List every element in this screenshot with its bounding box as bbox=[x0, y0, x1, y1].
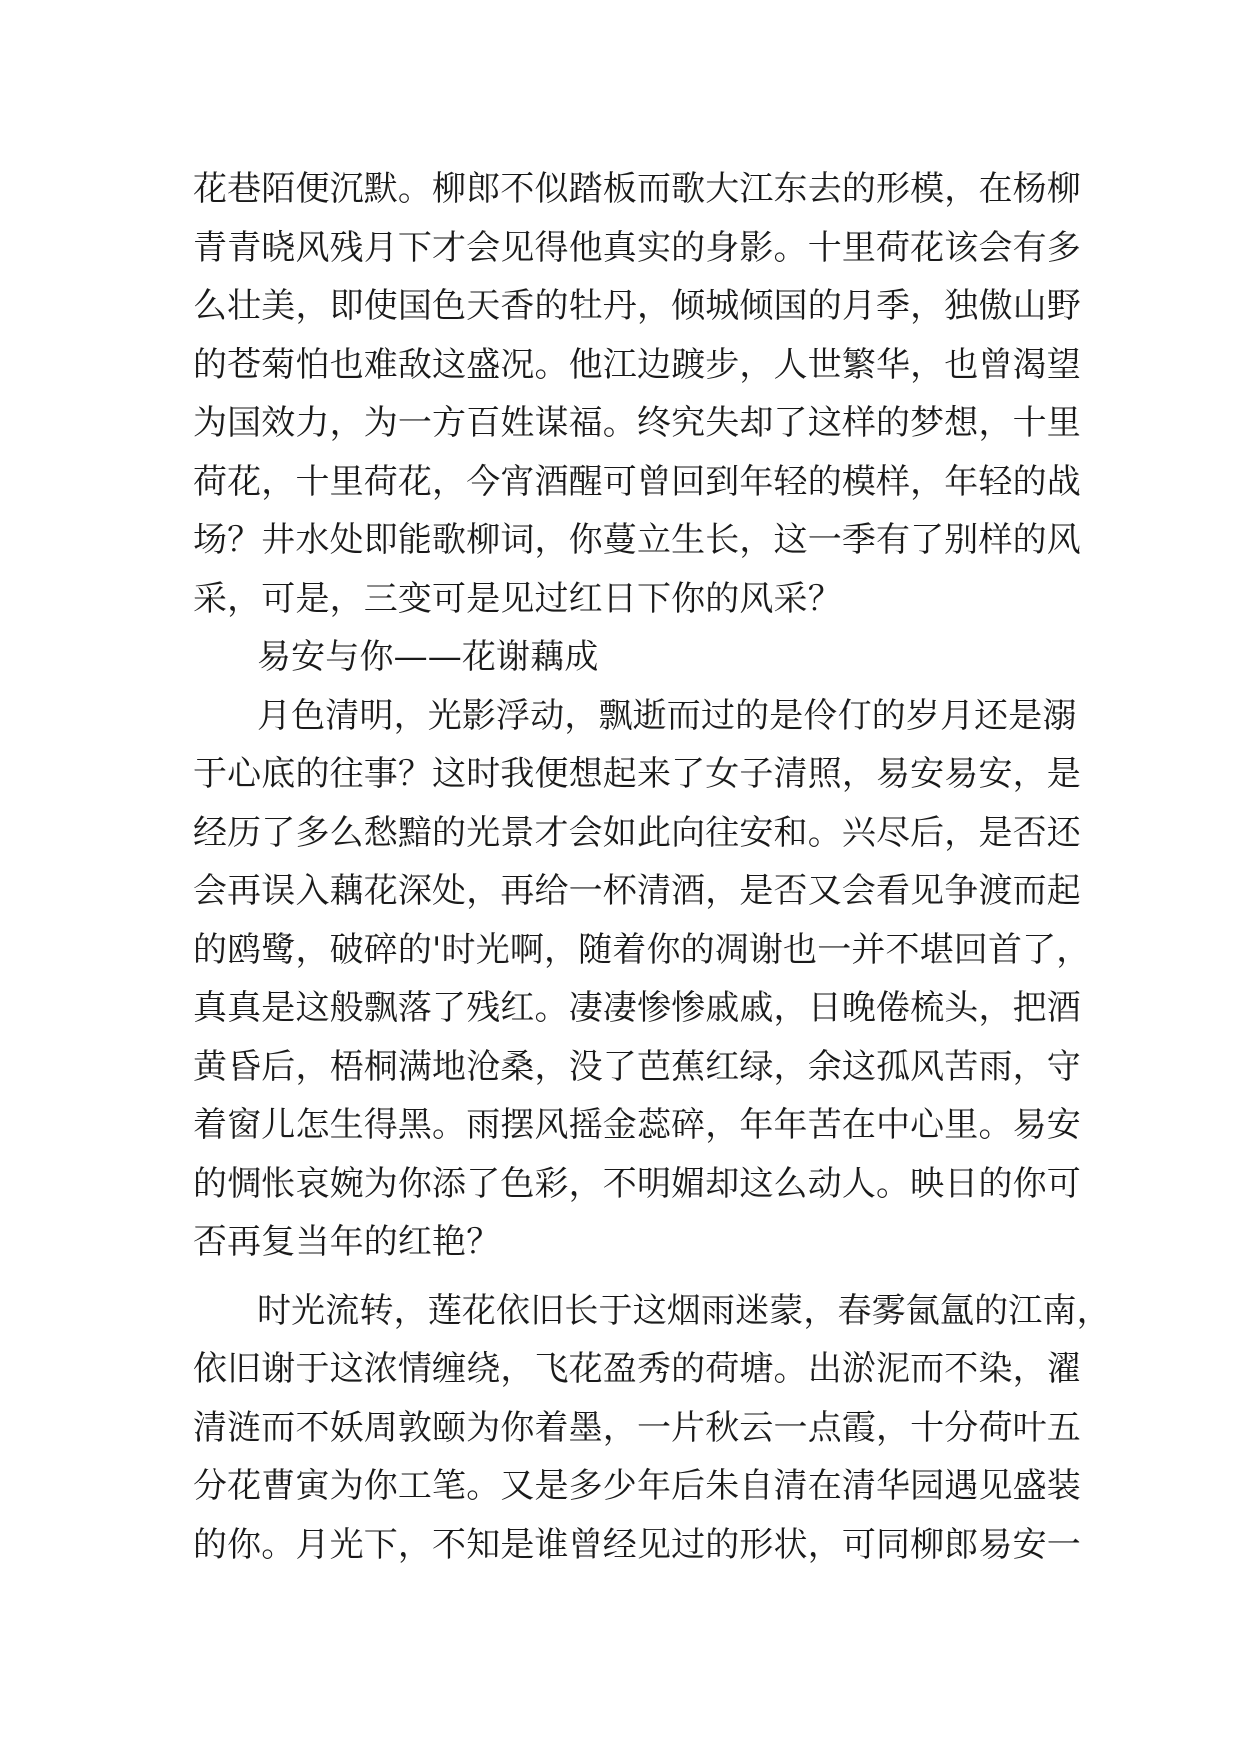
text-line: 的你。月光下，不知是谁曾经见过的形状，可同柳郎易安一 bbox=[193, 1524, 1081, 1565]
text-line: 采，可是，三变可是见过红日下你的风采？ bbox=[193, 578, 842, 619]
text-line: 清涟而不妖周敦颐为你着墨，一片秋云一点霞，十分荷叶五 bbox=[193, 1407, 1081, 1448]
section-heading: 易安与你——花谢藕成 bbox=[257, 637, 599, 677]
document-body bbox=[193, 160, 1111, 1574]
text-line: 经历了多么愁黯的光景才会如此向往安和。兴尽后，是否还 bbox=[193, 812, 1081, 853]
text-line: 么壮美，即使国色天香的牡丹，倾城倾国的月季，独傲山野 bbox=[193, 286, 1081, 326]
text-line: 场？井水处即能歌柳词，你蔓立生长，这一季有了别样的风 bbox=[193, 520, 1081, 560]
text-line: 的苍菊怕也难敌这盛况。他江边踱步，人世繁华，也曾渴望 bbox=[193, 344, 1081, 385]
text-line: 黄昏后，梧桐满地沧桑，没了芭蕉红绿，余这孤风苦雨，守 bbox=[193, 1046, 1081, 1087]
text-line: 会再误入藕花深处，再给一杯清酒，是否又会看见争渡而起 bbox=[193, 871, 1081, 911]
text-line: 否再复当年的红艳？ bbox=[193, 1222, 501, 1262]
text-line: 真真是这般飘落了残红。凄凄惨惨戚戚，日晚倦梳头，把酒 bbox=[193, 988, 1081, 1028]
text-line: 为国效力，为一方百姓谋福。终究失却了这样的梦想，十里 bbox=[193, 403, 1081, 443]
text-line: 分花曹寅为你工笔。又是多少年后朱自清在清华园遇见盛装 bbox=[193, 1466, 1081, 1506]
text-line: 青青晓风残月下才会见得他真实的身影。十里荷花该会有多 bbox=[193, 227, 1081, 268]
text-line: 的鸥鹭，破碎的'时光啊，随着你的凋谢也一并不堪回首了， bbox=[193, 929, 1091, 970]
text-line: 的惆怅哀婉为你添了色彩，不明媚却这么动人。映日的你可 bbox=[193, 1163, 1081, 1204]
text-line: 花巷陌便沉默。柳郎不似踏板而歌大江东去的形模，在杨柳 bbox=[193, 169, 1081, 209]
text-line: 于心底的往事？这时我便想起来了女子清照，易安易安，是 bbox=[193, 754, 1081, 794]
text-line: 荷花，十里荷花，今宵酒醒可曾回到年轻的模样，年轻的战 bbox=[193, 461, 1081, 502]
text-line: 依旧谢于这浓情缠绕，飞花盈秀的荷塘。出淤泥而不染，濯 bbox=[193, 1349, 1081, 1389]
paragraph-first-line: 月色清明，光影浮动，飘逝而过的是伶仃的岁月还是溺 bbox=[257, 695, 1077, 736]
text-line: 着窗儿怎生得黑。雨摆风摇金蕊碎，年年苦在中心里。易安 bbox=[193, 1105, 1081, 1145]
paragraph-first-line: 时光流转，莲花依旧长于这烟雨迷蒙，春雾氤氲的江南， bbox=[257, 1290, 1111, 1331]
